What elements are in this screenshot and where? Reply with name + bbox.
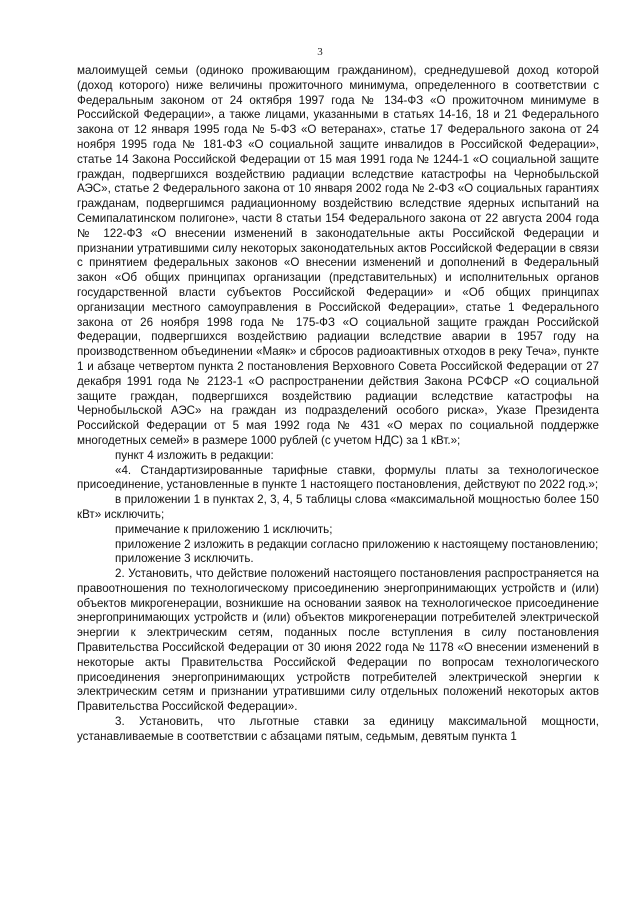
paragraph-point-4-intro: пункт 4 изложить в редакции: [115,448,274,462]
paragraph-continuation: малоимущей семьи (одиноко проживающим гражданином), среднедушевой доход которой (доход которого) ниже величины прожиточного минимума, определенного в соответствии с Федеральным законом от 24 октября 1997 года № 134-ФЗ «О прожиточном минимуме в Российской Федерации», а также лицами, указанными в статьях 14-16, 18 и 21 Федерального закона от 12 января 1995 года № 5-ФЗ «О ветеранах», статье 17 Федерального закона от 24 ноября 1995 года № 181-ФЗ «О социальной защите инвалидов в Российской Федерации», статье 14 Закона Российской Федерации от 15 мая 1991 года № 1244-1 «О социальной защите граждан, подвергшихся воздействию радиации вследствие катастрофы на Чернобыльской АЭС», статье 2 Федерального закона от 10 января 2002 года № 2-ФЗ «О социальных гарантиях гражданам, подвергшимся радиационному воздействию вследствие ядерных испытаний на Семипалатинском полигоне», части 8 статьи 154 Федерального закона от 22 августа 2004 года № 122-ФЗ «О внесении изменений в законодательные акты Российской Федерации и признании утратившими силу некоторых законодательных актов Российской Федерации в связи с принятием федеральных законов «О внесении изменений и дополнений в Федеральный закон «Об общих принципах организации (представительных) и исполнительных органов государственной власти субъектов Российской Федерации» и «Об общих принципах организации местного самоуправления в Российской Федерации», статье 1 Федерального закона от 26 ноября 1998 года № 175-ФЗ «О социальной защите граждан Российской Федерации, подвергшихся воздействию радиации вследствие аварии в 1957 году на производственном объединении «Маяк» и сбросов радиоактивных отходов в реку Теча», пункте 1 и абзаце четвертом пункта 2 постановления Верховного Совета Российской Федерации от 27 декабря 1991 года № 2123-1 «О распространении действия Закона РСФСР «О социальной защите граждан, подвергшихся воздействию радиации вследствие катастрофы на Чернобыльской АЭС» на граждан из подразделений особого риска», Указе Президента Российской Федерации от 5 мая 1992 года № 431 «О мерах по социальной поддержке многодетных семей» в размере 1000 рублей (с учетом НДС) за 1 кВт.»; [77,64,599,447]
page-number: 3 [317,46,323,58]
document-body [77,64,599,745]
paragraph-appendix-3: приложение 3 исключить. [115,552,254,566]
paragraph-point-4-text: «4. Стандартизированные тарифные ставки, формулы платы за технологическое присоединение, установленные в пункте 1 настоящего постановления, действуют по 2022 год.»; [77,463,599,492]
paragraph-section-2: 2. Установить, что действие положений настоящего постановления распространяется на правоотношения по технологическому присоединению энергопринимающих устройств и (или) объектов микрогенерации, возникшие на основании заявок на технологическое присоединение энергопринимающих устройств и (или) объектов микрогенерации потребителей электрической энергии к электрическим сетям, поданных после вступления в силу постановления Правительства Российской Федерации от 30 июня 2022 года № 1178 «О внесении изменений в некоторые акты Правительства Российской Федерации по вопросам технологического присоединения энергопринимающих устройств потребителей электрической энергии к электрическим сетям и признании утратившими силу отдельных положений некоторых актов Правительства Российской Федерации». [77,567,599,714]
paragraph-appendix-1: в приложении 1 в пунктах 2, 3, 4, 5 таблицы слова «максимальной мощностью более 150 кВт» исключить; [77,493,599,521]
paragraph-appendix-2: приложение 2 изложить в редакции согласно приложению к настоящему постановлению; [115,537,599,551]
paragraph-appendix-1-note: примечание к приложению 1 исключить; [115,522,333,536]
paragraph-section-3: 3. Установить, что льготные ставки за единицу максимальной мощности, устанавливаемые в соответствии с абзацами пятым, седьмым, девятым пункта 1 [77,715,599,743]
